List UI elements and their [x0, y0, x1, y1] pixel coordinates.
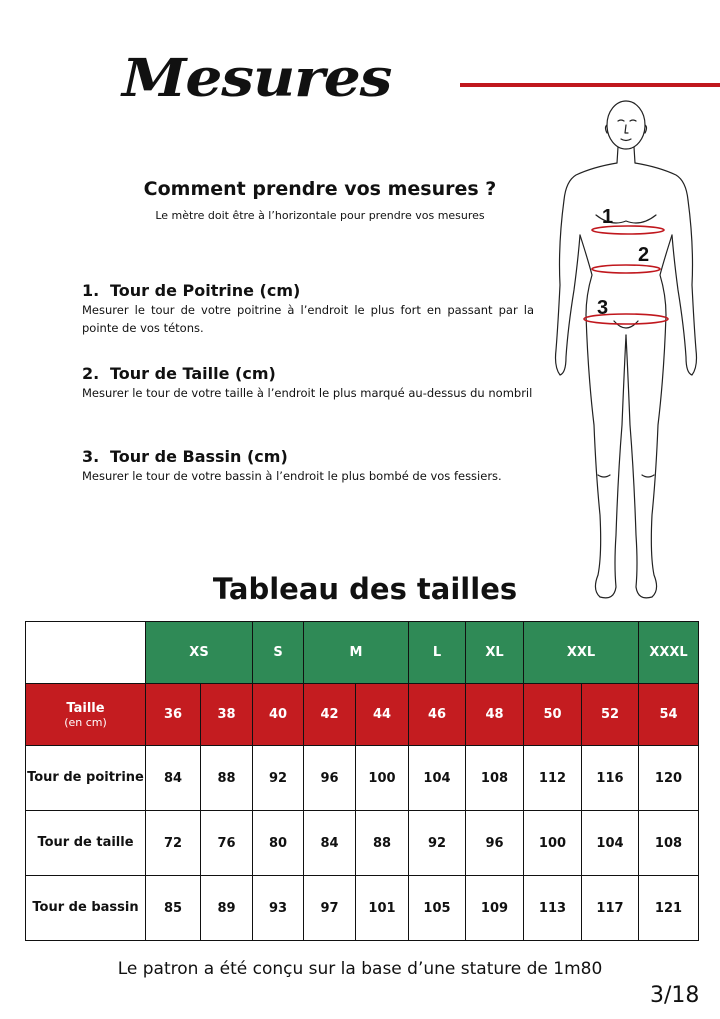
- table-cell: 104: [582, 811, 639, 876]
- table-cell: 112: [524, 746, 582, 811]
- table-cell: 116: [582, 746, 639, 811]
- table-row: [26, 876, 699, 941]
- table-cell: 97: [304, 876, 356, 941]
- table-cell: 96: [466, 811, 524, 876]
- taille-row: [26, 684, 699, 746]
- row-header-taille: Tour de taille: [26, 811, 146, 876]
- size-header-xxxl: XXXL: [639, 622, 699, 684]
- section-number: 2.: [82, 364, 100, 383]
- table-cell: 113: [524, 876, 582, 941]
- size-header-m: M: [304, 622, 409, 684]
- taille-header-cell: [26, 684, 146, 746]
- size-header-l: L: [409, 622, 466, 684]
- table-cell: 92: [253, 746, 304, 811]
- table-cell: 108: [639, 811, 699, 876]
- taille-cell: 44: [356, 684, 409, 746]
- taille-cell: 52: [582, 684, 639, 746]
- section-number: 1.: [82, 281, 100, 300]
- size-header-xl: XL: [466, 622, 524, 684]
- title-rule: [460, 83, 720, 87]
- section-title: Tour de Bassin (cm): [110, 447, 288, 466]
- table-cell: 109: [466, 876, 524, 941]
- table-cell: 105: [409, 876, 466, 941]
- taille-cell: 48: [466, 684, 524, 746]
- section-waist: [82, 364, 534, 402]
- size-header-s: S: [253, 622, 304, 684]
- table-cell: 96: [304, 746, 356, 811]
- howto-subtitle: Le mètre doit être à l’horizontale pour prendre vos mesures: [155, 209, 485, 222]
- section-chest: [82, 281, 534, 337]
- taille-cell: 50: [524, 684, 582, 746]
- footer-note: Le patron a été conçu sur la base d’une stature de 1m80: [117, 959, 603, 979]
- section-title: Tour de Poitrine (cm): [110, 281, 301, 300]
- table-cell: 76: [201, 811, 253, 876]
- taille-cell: 46: [409, 684, 466, 746]
- table-cell: 93: [253, 876, 304, 941]
- marker-3: 3: [597, 297, 609, 319]
- section-hips: [82, 447, 534, 485]
- section-text: Mesurer le tour de votre poitrine à l’endroit le plus fort en passant par la pointe de vos tétons.: [82, 303, 534, 335]
- table-cell: 108: [466, 746, 524, 811]
- size-table: [25, 621, 699, 941]
- table-row: [26, 811, 699, 876]
- table-cell: 100: [524, 811, 582, 876]
- taille-cell: 36: [146, 684, 201, 746]
- marker-2: 2: [638, 244, 650, 266]
- size-header-xxl: XXL: [524, 622, 639, 684]
- marker-1: 1: [602, 206, 614, 228]
- taille-cell: 42: [304, 684, 356, 746]
- table-title: Tableau des tailles: [212, 572, 518, 606]
- table-cell: 120: [639, 746, 699, 811]
- table-cell: 88: [356, 811, 409, 876]
- taille-cell: 40: [253, 684, 304, 746]
- table-cell: 101: [356, 876, 409, 941]
- table-cell: 84: [304, 811, 356, 876]
- section-text: Mesurer le tour de votre bassin à l’endroit le plus bombé de vos fessiers.: [82, 469, 502, 483]
- section-title: Tour de Taille (cm): [110, 364, 276, 383]
- taille-unit: (en cm): [64, 715, 107, 729]
- empty-corner-cell: [26, 622, 146, 684]
- page-number: 3/18: [650, 983, 700, 1008]
- section-text: Mesurer le tour de votre taille à l’endroit le plus marqué au-dessus du nombril: [82, 386, 533, 400]
- table-cell: 85: [146, 876, 201, 941]
- table-cell: 92: [409, 811, 466, 876]
- table-cell: 121: [639, 876, 699, 941]
- table-cell: 117: [582, 876, 639, 941]
- table-row: [26, 746, 699, 811]
- row-header-bassin: Tour de bassin: [26, 876, 146, 941]
- size-header-xs: XS: [146, 622, 253, 684]
- taille-cell: 54: [639, 684, 699, 746]
- row-header-poitrine: Tour de poitrine: [26, 746, 146, 811]
- table-cell: 72: [146, 811, 201, 876]
- table-cell: 88: [201, 746, 253, 811]
- section-number: 3.: [82, 447, 100, 466]
- table-cell: 100: [356, 746, 409, 811]
- table-cell: 89: [201, 876, 253, 941]
- table-cell: 80: [253, 811, 304, 876]
- table-cell: 84: [146, 746, 201, 811]
- taille-label: Taille: [66, 700, 105, 716]
- body-figure-illustration: [548, 95, 698, 610]
- table-cell: 104: [409, 746, 466, 811]
- page-title: Mesures: [122, 48, 392, 109]
- howto-heading: Comment prendre vos mesures ?: [143, 178, 497, 200]
- taille-cell: 38: [201, 684, 253, 746]
